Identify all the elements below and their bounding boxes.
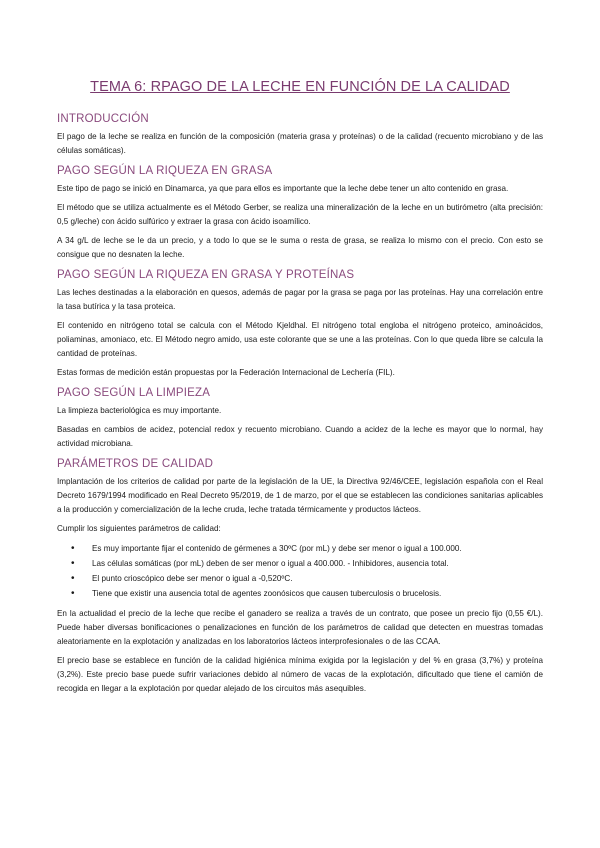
paragraph: El precio base se establece en función de la calidad higiénica mínima exigida por la legislación y del % en grasa (3,7%) y proteína (3,2%). Este precio base puede sufrir variaciones debido al número de vacas de la explotación, dificultado que tiene el camión de recogida en llegar a la explotación por quedar alejado de los circuitos más asequibles.: [57, 656, 543, 693]
list-item: • El punto crioscópico debe ser menor o igual a -0,520ºC.: [92, 572, 543, 586]
paragraph: En la actualidad el precio de la leche que recibe el ganadero se realiza a través de un contrato, que posee un precio fijo (0,55 €/L). Puede haber diversas bonificaciones o penalizaciones en función de los parámetros de calidad que detecten en muestras tomadas aleatoriamente en la explotación y analizadas en los laboratorios lácteos interprofesionales o de las CCAA.: [57, 609, 543, 646]
list-item: • Las células somáticas (por mL) deben de ser menor o igual a 400.000. - Inhibidores, ausencia total.: [92, 557, 543, 571]
paragraph: A 34 g/L de leche se le da un precio, y a todo lo que se le suma o resta de grasa, se realiza lo mismo con el precio. Con esto se consigue que no desnaten la leche.: [57, 236, 543, 259]
page-title: TEMA 6: RPAGO DE LA LECHE EN FUNCIÓN DE LA CALIDAD: [90, 79, 510, 95]
paragraph: El método que se utiliza actualmente es el Método Gerber, se realiza una mineralización de la leche en un butirómetro (alta precisión: 0,5 g/leche) con ácido sulfúrico y extraer la grasa con ácido isoamílico.: [57, 203, 543, 226]
list-item: • Tiene que existir una ausencia total de agentes zoonósicos que causen tuberculosis o brucelosis.: [92, 587, 543, 601]
section-heading-limpieza: PAGO SEGÚN LA LIMPIEZA: [57, 387, 211, 399]
paragraph: El contenido en nitrógeno total se calcula con el Método Kjeldhal. El nitrógeno total engloba el nitrógeno proteico, aminoácidos, poliaminas, amoniaco, etc. El Método negro amido, usa este colorante que se une a las proteínas. Con lo que queda libre se calcula la cantidad de proteínas.: [57, 321, 543, 358]
paragraph: Estas formas de medición están propuestas por la Federación Internacional de Lechería (FIL).: [57, 368, 395, 377]
document-body: [57, 112, 543, 696]
list-item: • Es muy importante fijar el contenido de gérmenes a 30ºC (por mL) y debe ser menor o igual a 100.000.: [92, 542, 543, 556]
paragraph: Las leches destinadas a la elaboración en quesos, además de pagar por la grasa se paga por las proteínas. Hay una correlación entre la tasa butírica y la tasa proteica.: [57, 288, 543, 311]
paragraph: El pago de la leche se realiza en función de la composición (materia grasa y proteínas) o de la calidad (recuento microbiano y de las células somáticas).: [57, 132, 543, 155]
paragraph: Este tipo de pago se inició en Dinamarca, ya que para ellos es importante que la leche debe tener un alto contenido en grasa.: [57, 184, 509, 193]
quality-parameters-list: [57, 542, 543, 601]
paragraph: Cumplir los siguientes parámetros de calidad:: [57, 524, 221, 533]
paragraph: Basadas en cambios de acidez, potencial redox y recuento microbiano. Cuando a acidez de la leche es mayor que lo normal, hay actividad microbiana.: [57, 425, 543, 448]
section-heading-grasa: PAGO SEGÚN LA RIQUEZA EN GRASA: [57, 165, 273, 177]
section-heading-parametros: PARÁMETROS DE CALIDAD: [57, 458, 214, 470]
paragraph: La limpieza bacteriológica es muy importante.: [57, 406, 222, 415]
section-heading-introduccion: INTRODUCCIÓN: [57, 113, 149, 125]
section-heading-grasa-proteinas: PAGO SEGÚN LA RIQUEZA EN GRASA Y PROTEÍNAS: [57, 269, 355, 281]
paragraph: Implantación de los criterios de calidad por parte de la legislación de la UE, la Directiva 92/46/CEE, legislación española con el Real Decreto 1679/1994 modificado en Real Decreto 95/2019, de 1 de marzo, por el que se establecen las condiciones sanitarias aplicables a la producción y comercialización de la leche cruda, leche tratada térmicamente y productos lácteos.: [57, 477, 543, 514]
